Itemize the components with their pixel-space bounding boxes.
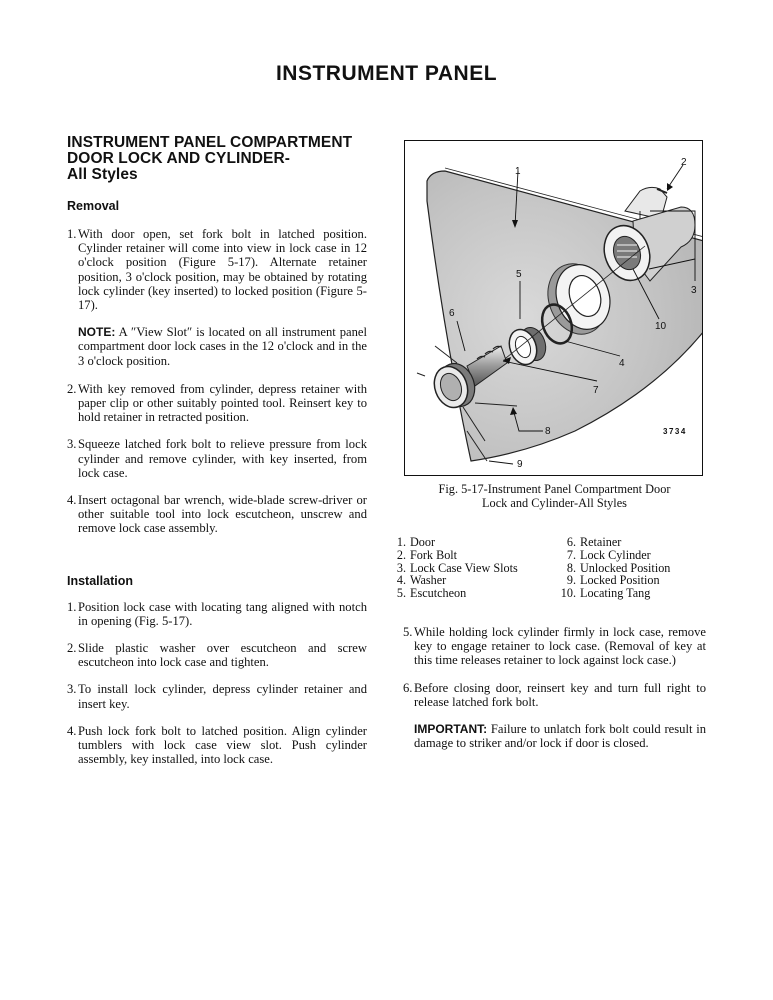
page-title: INSTRUMENT PANEL (275, 62, 498, 85)
step-number: 4. (67, 723, 77, 738)
step-number: 1. (67, 599, 77, 614)
installation-step-6 (403, 681, 706, 709)
step-text: With door open, set fork bolt in latched position. Cylinder retainer will come into view in lock case in 12 o'clock position (Figure 5-17). Alternate retainer position, 3 o'clock position, may be obtained by rotating lock cylinder (key inserted) to locked position (Figure 5-17). (78, 227, 367, 313)
important-text: Failure to unlatch fork bolt could result in damage to striker and/or lock if door is closed. (414, 722, 706, 751)
step-text: With key removed from cylinder, depress retainer with paper clip or other suitably pointed tool. Reinsert key to hold retainer in retracted position. (78, 381, 367, 425)
legend-num: 3. (396, 560, 406, 575)
legend-num: 1. (396, 535, 406, 549)
legend-label: Washer (410, 573, 447, 588)
installation-step-1 (67, 600, 367, 628)
step-number: 3. (67, 437, 77, 452)
installation-step-5 (403, 625, 706, 668)
legend-num: 8. (566, 560, 576, 575)
step-number: 2. (67, 381, 77, 396)
note-label: NOTE: (78, 325, 116, 340)
legend-item (395, 587, 518, 600)
callout-10: 10 (655, 321, 667, 332)
removal-step-2 (67, 382, 367, 425)
callout-9: 9 (517, 459, 523, 470)
legend-num: 9. (566, 573, 576, 588)
step-text: Push lock fork bolt to latched position. Align cylinder tumblers with lock case view slot. Push cylinder assembly, key installed, into lock case. (78, 723, 367, 767)
step-number: 4. (67, 493, 77, 508)
legend-label: Unlocked Position (580, 560, 671, 575)
lock-exploded-view-illustration (405, 141, 703, 476)
legend-label: Lock Cylinder (580, 547, 651, 562)
step-text: Before closing door, reinsert key and turn full right to release latched fork bolt. (414, 680, 706, 709)
legend-item (560, 587, 670, 600)
installation-step-3 (67, 682, 367, 710)
removal-step-4 (67, 493, 367, 536)
figure-id-number: 3734 (663, 427, 687, 436)
legend-num: 5. (396, 586, 406, 601)
legend-num: 6. (566, 535, 576, 549)
callout-4: 4 (619, 358, 625, 369)
legend-num: 10. (560, 586, 576, 601)
figure-caption (403, 482, 706, 510)
removal-note (67, 325, 367, 368)
legend-item (395, 536, 518, 549)
step-number: 1. (67, 227, 77, 241)
section-title-line: All Styles (67, 166, 138, 183)
legend-item (560, 549, 670, 562)
important-label: IMPORTANT: (414, 722, 488, 737)
right-column (403, 625, 706, 750)
callout-8: 8 (545, 426, 551, 437)
callout-2: 2 (681, 157, 687, 168)
callout-7: 7 (593, 385, 599, 396)
caption-line: Fig. 5-17-Instrument Panel Compartment Door (438, 482, 671, 496)
installation-step-2 (67, 641, 367, 669)
left-column (67, 135, 367, 766)
step-number: 5. (403, 625, 413, 639)
figure-legend-right (560, 536, 670, 600)
step-number: 6. (403, 680, 413, 695)
section-title (67, 135, 367, 183)
removal-heading: Removal (67, 199, 120, 213)
legend-label: Retainer (580, 535, 622, 549)
section-title-line: INSTRUMENT PANEL COMPARTMENT (67, 134, 353, 151)
legend-label: Door (410, 535, 436, 549)
step-text: Squeeze latched fork bolt to relieve pressure from lock cylinder and remove cylinder, with key inserted, from lock case. (78, 437, 367, 480)
legend-item (395, 549, 518, 562)
legend-num: 4. (396, 573, 406, 588)
figure-illustration (404, 140, 703, 476)
legend-label: Fork Bolt (410, 547, 458, 562)
step-text: Insert octagonal bar wrench, wide-blade screw-driver or other suitable tool into lock escutcheon, unscrew and remove lock case assembly. (78, 493, 367, 536)
legend-num: 2. (396, 547, 406, 562)
legend-label: Lock Case View Slots (410, 560, 518, 575)
section-title-line: DOOR LOCK AND CYLINDER- (67, 150, 291, 167)
legend-label: Escutcheon (410, 586, 467, 601)
step-text: To install lock cylinder, depress cylinder retainer and insert key. (78, 682, 367, 711)
step-text: Position lock case with locating tang aligned with notch in opening (Fig. 5-17). (78, 599, 367, 628)
installation-heading: Installation (67, 573, 133, 588)
installation-step-4 (67, 724, 367, 767)
removal-step-3 (67, 437, 367, 480)
caption-line: Lock and Cylinder-All Styles (482, 496, 627, 510)
callout-5: 5 (516, 269, 522, 280)
legend-label: Locked Position (580, 573, 660, 588)
callout-1: 1 (515, 166, 521, 177)
important-note (403, 722, 706, 750)
callout-3: 3 (691, 285, 697, 296)
legend-label: Locating Tang (580, 586, 651, 601)
step-number: 3. (67, 682, 77, 697)
step-text: While holding lock cylinder firmly in lock case, remove key to engage retainer to lock case. (Removal of key at this time releases retainer to lock against lock case.) (414, 625, 706, 668)
step-text: Slide plastic washer over escutcheon and screw escutcheon into lock case and tighten. (78, 641, 367, 670)
step-number: 2. (67, 641, 77, 656)
note-text: A ″View Slot″ is located on all instrument panel compartment door lock cases in the 12 o'clock and in the 3 o'clock position. (78, 325, 367, 368)
legend-num: 7. (566, 547, 576, 562)
legend-item (560, 536, 670, 549)
figure-legend-left (395, 536, 518, 600)
callout-6: 6 (449, 308, 455, 319)
removal-step-1 (67, 227, 367, 312)
